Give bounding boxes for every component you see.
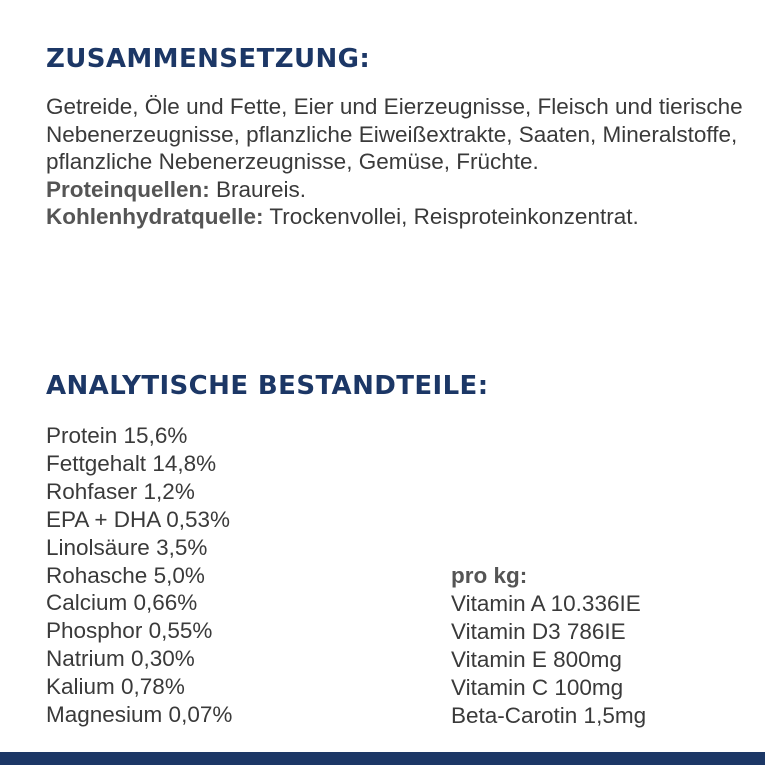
footer-bar	[0, 752, 765, 765]
vitamin-item-c: Vitamin C 100mg	[451, 674, 624, 700]
vitamins-list	[451, 562, 646, 729]
analytics-heading: ANALYTISCHE BESTANDTEILE:	[46, 371, 489, 401]
vitamin-item-a: Vitamin A 10.336IE	[451, 590, 641, 616]
ingredients-text: Getreide, Öle und Fette, Eier und Eierzeugnisse, Fleisch und tierische Nebenerzeugnisse, pflanzliche Eiweißextrakte, Saaten, Mineralstoffe, pflanzliche Nebenerzeugnisse, Gemüse, Früchte.	[46, 94, 743, 174]
analytics-item-magnesium: Magnesium 0,07%	[46, 702, 233, 728]
per-kg-label: pro kg:	[451, 563, 528, 588]
analytics-item-epa-dha: EPA + DHA 0,53%	[46, 506, 231, 532]
vitamin-item-d3: Vitamin D3 786IE	[451, 618, 626, 644]
analytics-item-ash: Rohasche 5,0%	[46, 562, 205, 588]
analytics-item-calcium: Calcium 0,66%	[46, 590, 198, 616]
analytics-list	[46, 422, 232, 729]
composition-text	[46, 93, 746, 231]
protein-sources-line	[46, 176, 746, 204]
analytics-item-potassium: Kalium 0,78%	[46, 674, 185, 700]
carbohydrate-source-value: Trockenvollei, Reisproteinkonzentrat.	[263, 204, 639, 229]
protein-sources-label: Proteinquellen:	[46, 176, 210, 202]
analytics-item-sodium: Natrium 0,30%	[46, 646, 195, 672]
analytics-item-fat: Fettgehalt 14,8%	[46, 450, 217, 476]
vitamin-item-beta-carotene: Beta-Carotin 1,5mg	[451, 702, 647, 728]
analytics-item-phosphorus: Phosphor 0,55%	[46, 618, 213, 644]
composition-heading: ZUSAMMENSETZUNG:	[46, 44, 371, 74]
protein-sources-value: Braureis.	[209, 176, 307, 202]
vitamin-item-e: Vitamin E 800mg	[451, 646, 622, 672]
carbohydrate-source-line	[46, 203, 746, 231]
analytics-item-protein: Protein 15,6%	[46, 423, 188, 448]
analytics-item-fiber: Rohfaser 1,2%	[46, 478, 195, 504]
analytics-item-linoleic-acid: Linolsäure 3,5%	[46, 534, 208, 560]
carbohydrate-source-label: Kohlenhydratquelle:	[46, 204, 264, 229]
